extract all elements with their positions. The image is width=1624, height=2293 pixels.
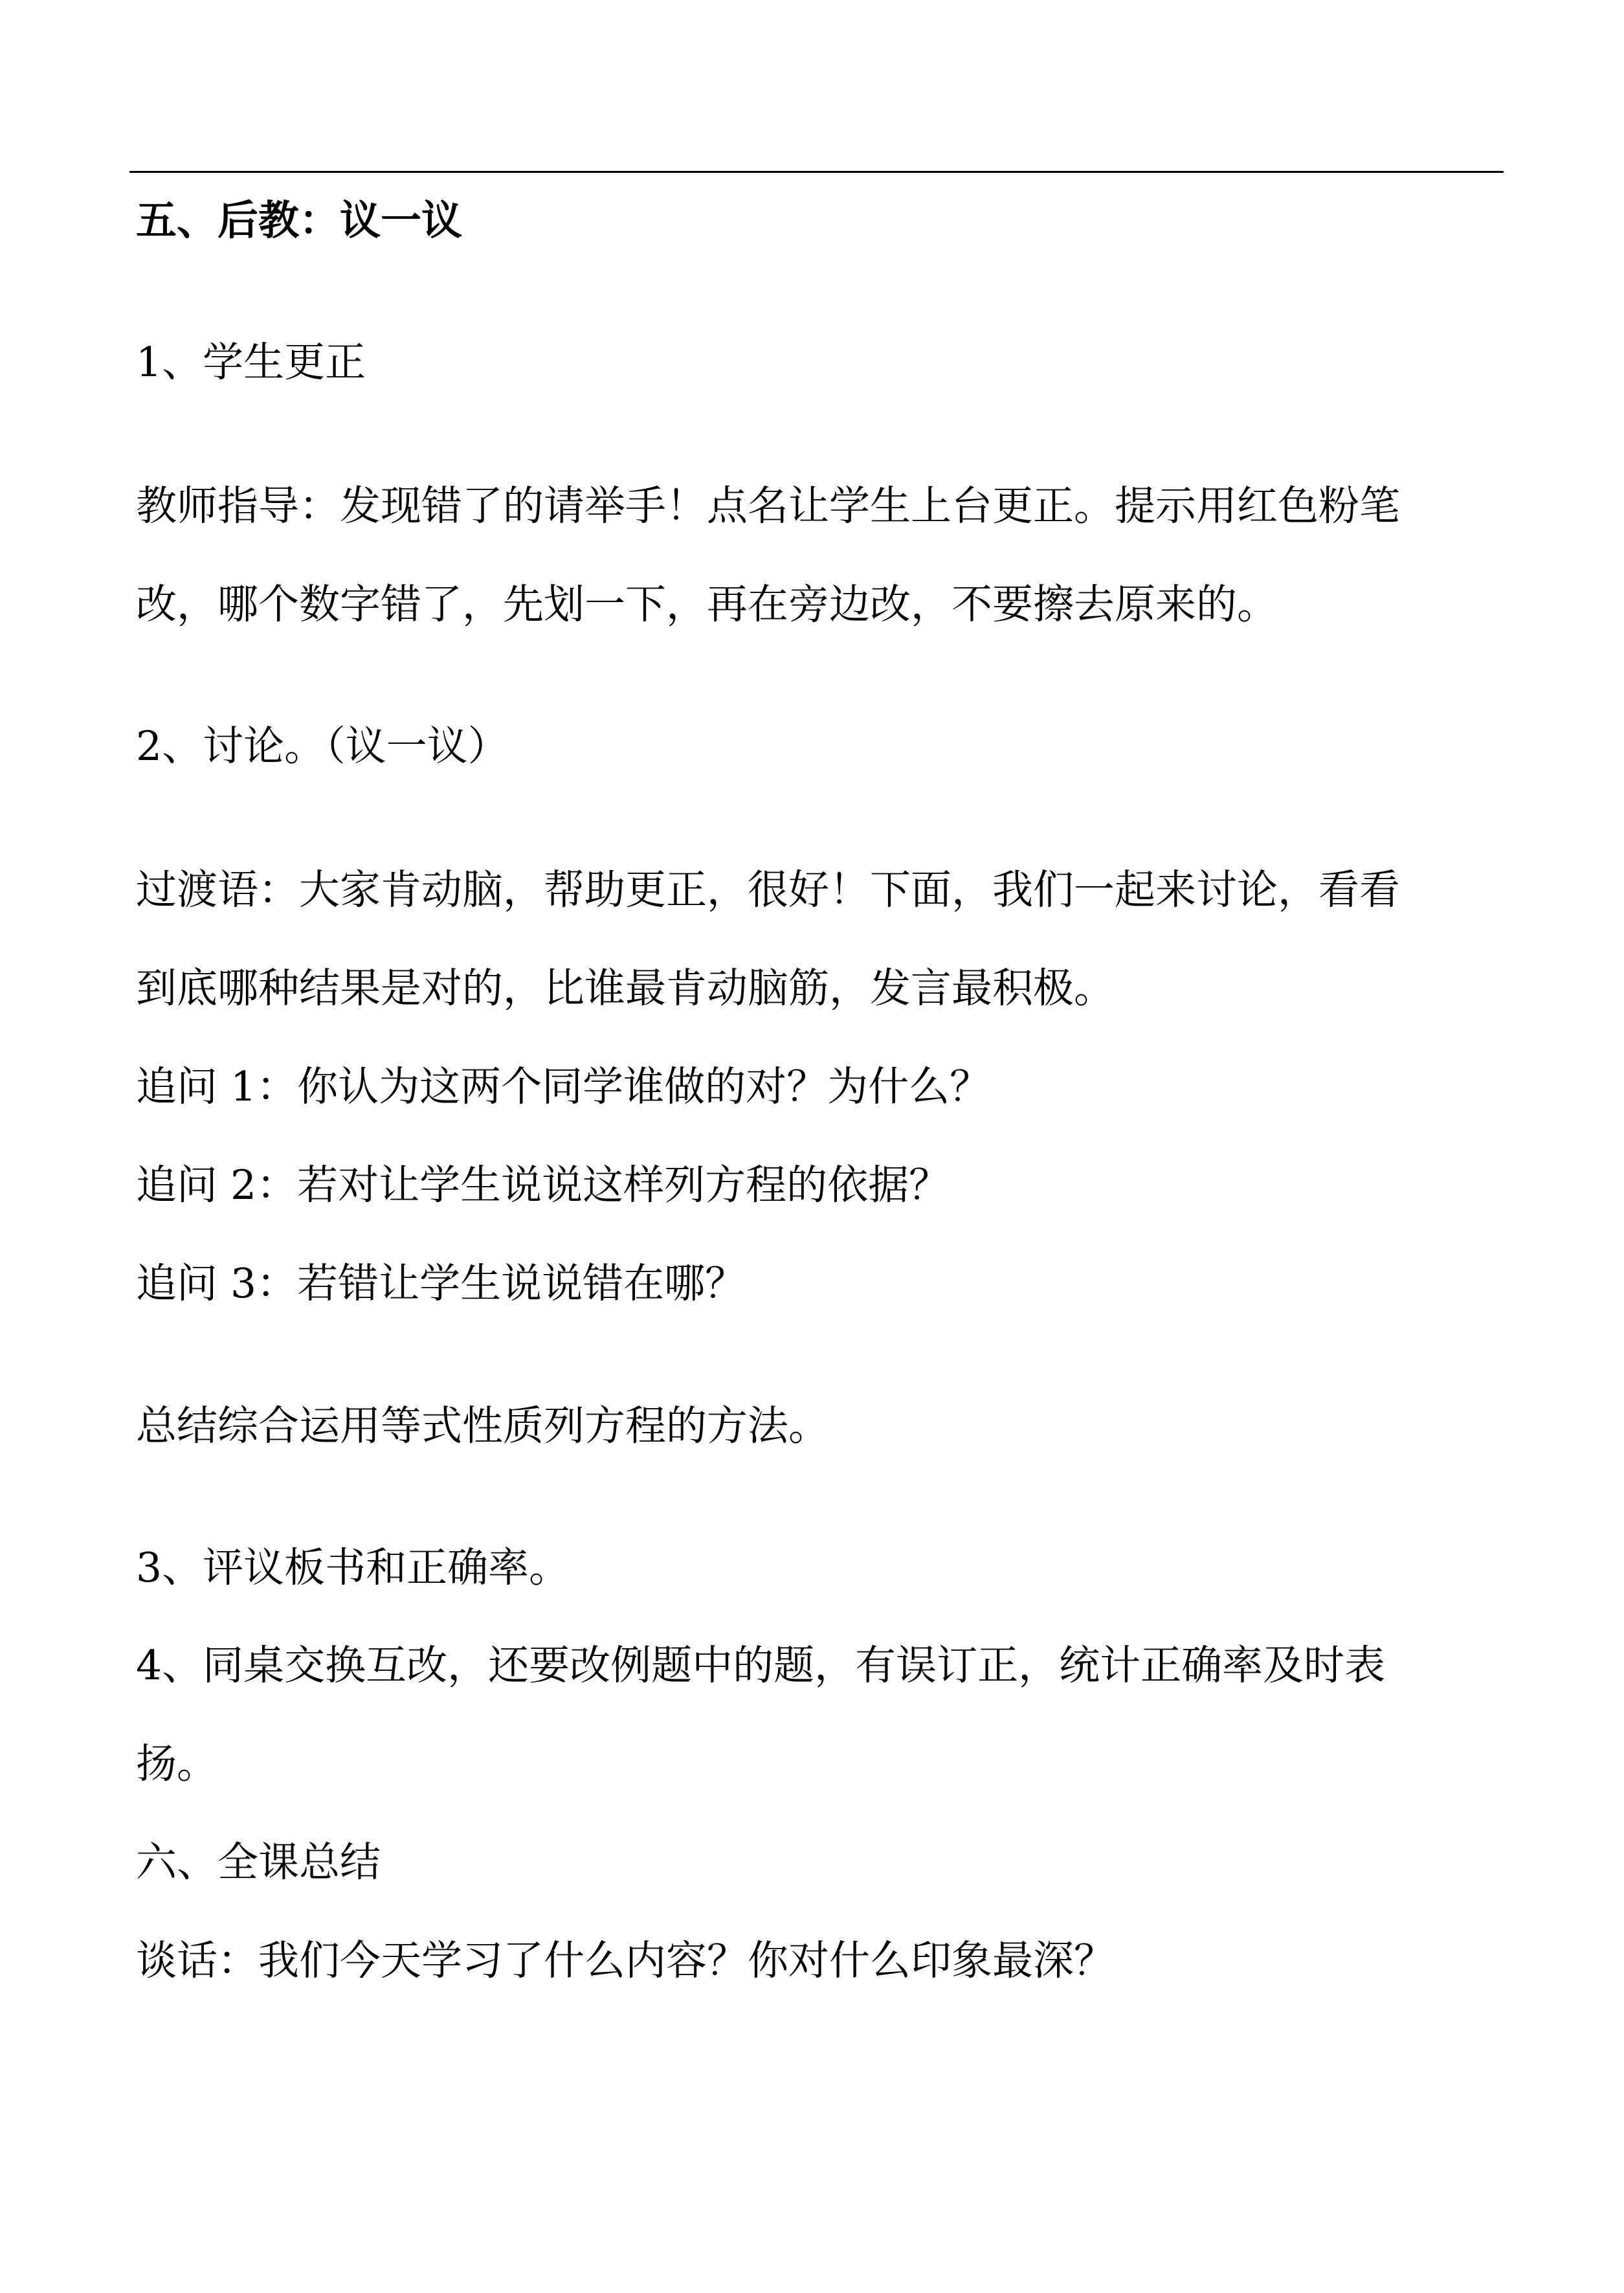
- follow-up-question-2: 追问 2：若对让学生说说这样列方程的依据？: [136, 1161, 950, 1209]
- item-4-line-1: 4、同桌交换互改，还要改例题中的题，有误订正，统计正确率及时表: [136, 1642, 1386, 1689]
- item-2-heading: 2、讨论。（议一议）: [136, 722, 509, 770]
- header-rule: [129, 171, 1504, 173]
- transition-line-1: 过渡语：大家肯动脑，帮助更正，很好！下面，我们一起来讨论，看看: [136, 866, 1400, 913]
- item-3-heading: 3、评议板书和正确率。: [136, 1544, 570, 1591]
- follow-up-question-1: 追问 1：你认为这两个同学谁做的对？为什么？: [136, 1063, 991, 1110]
- item-4-line-2: 扬。: [136, 1740, 217, 1787]
- closing-talk: 谈话：我们今天学习了什么内容？你对什么印象最深？: [136, 1937, 1115, 1984]
- teacher-guidance-line-1: 教师指导：发现错了的请举手！点名让学生上台更正。提示用红色粉笔: [136, 482, 1400, 530]
- follow-up-question-3: 追问 3：若错让学生说说错在哪？: [136, 1260, 746, 1307]
- method-summary: 总结综合运用等式性质列方程的方法。: [136, 1402, 829, 1449]
- item-1-heading: 1、学生更正: [136, 339, 366, 386]
- transition-line-2: 到底哪种结果是对的，比谁最肯动脑筋，发言最积极。: [136, 965, 1115, 1012]
- section-6-title: 六、全课总结: [136, 1839, 381, 1886]
- section-5-title: 五、后教：议一议: [136, 196, 462, 244]
- teacher-guidance-line-2: 改，哪个数字错了，先划一下，再在旁边改，不要擦去原来的。: [136, 581, 1278, 628]
